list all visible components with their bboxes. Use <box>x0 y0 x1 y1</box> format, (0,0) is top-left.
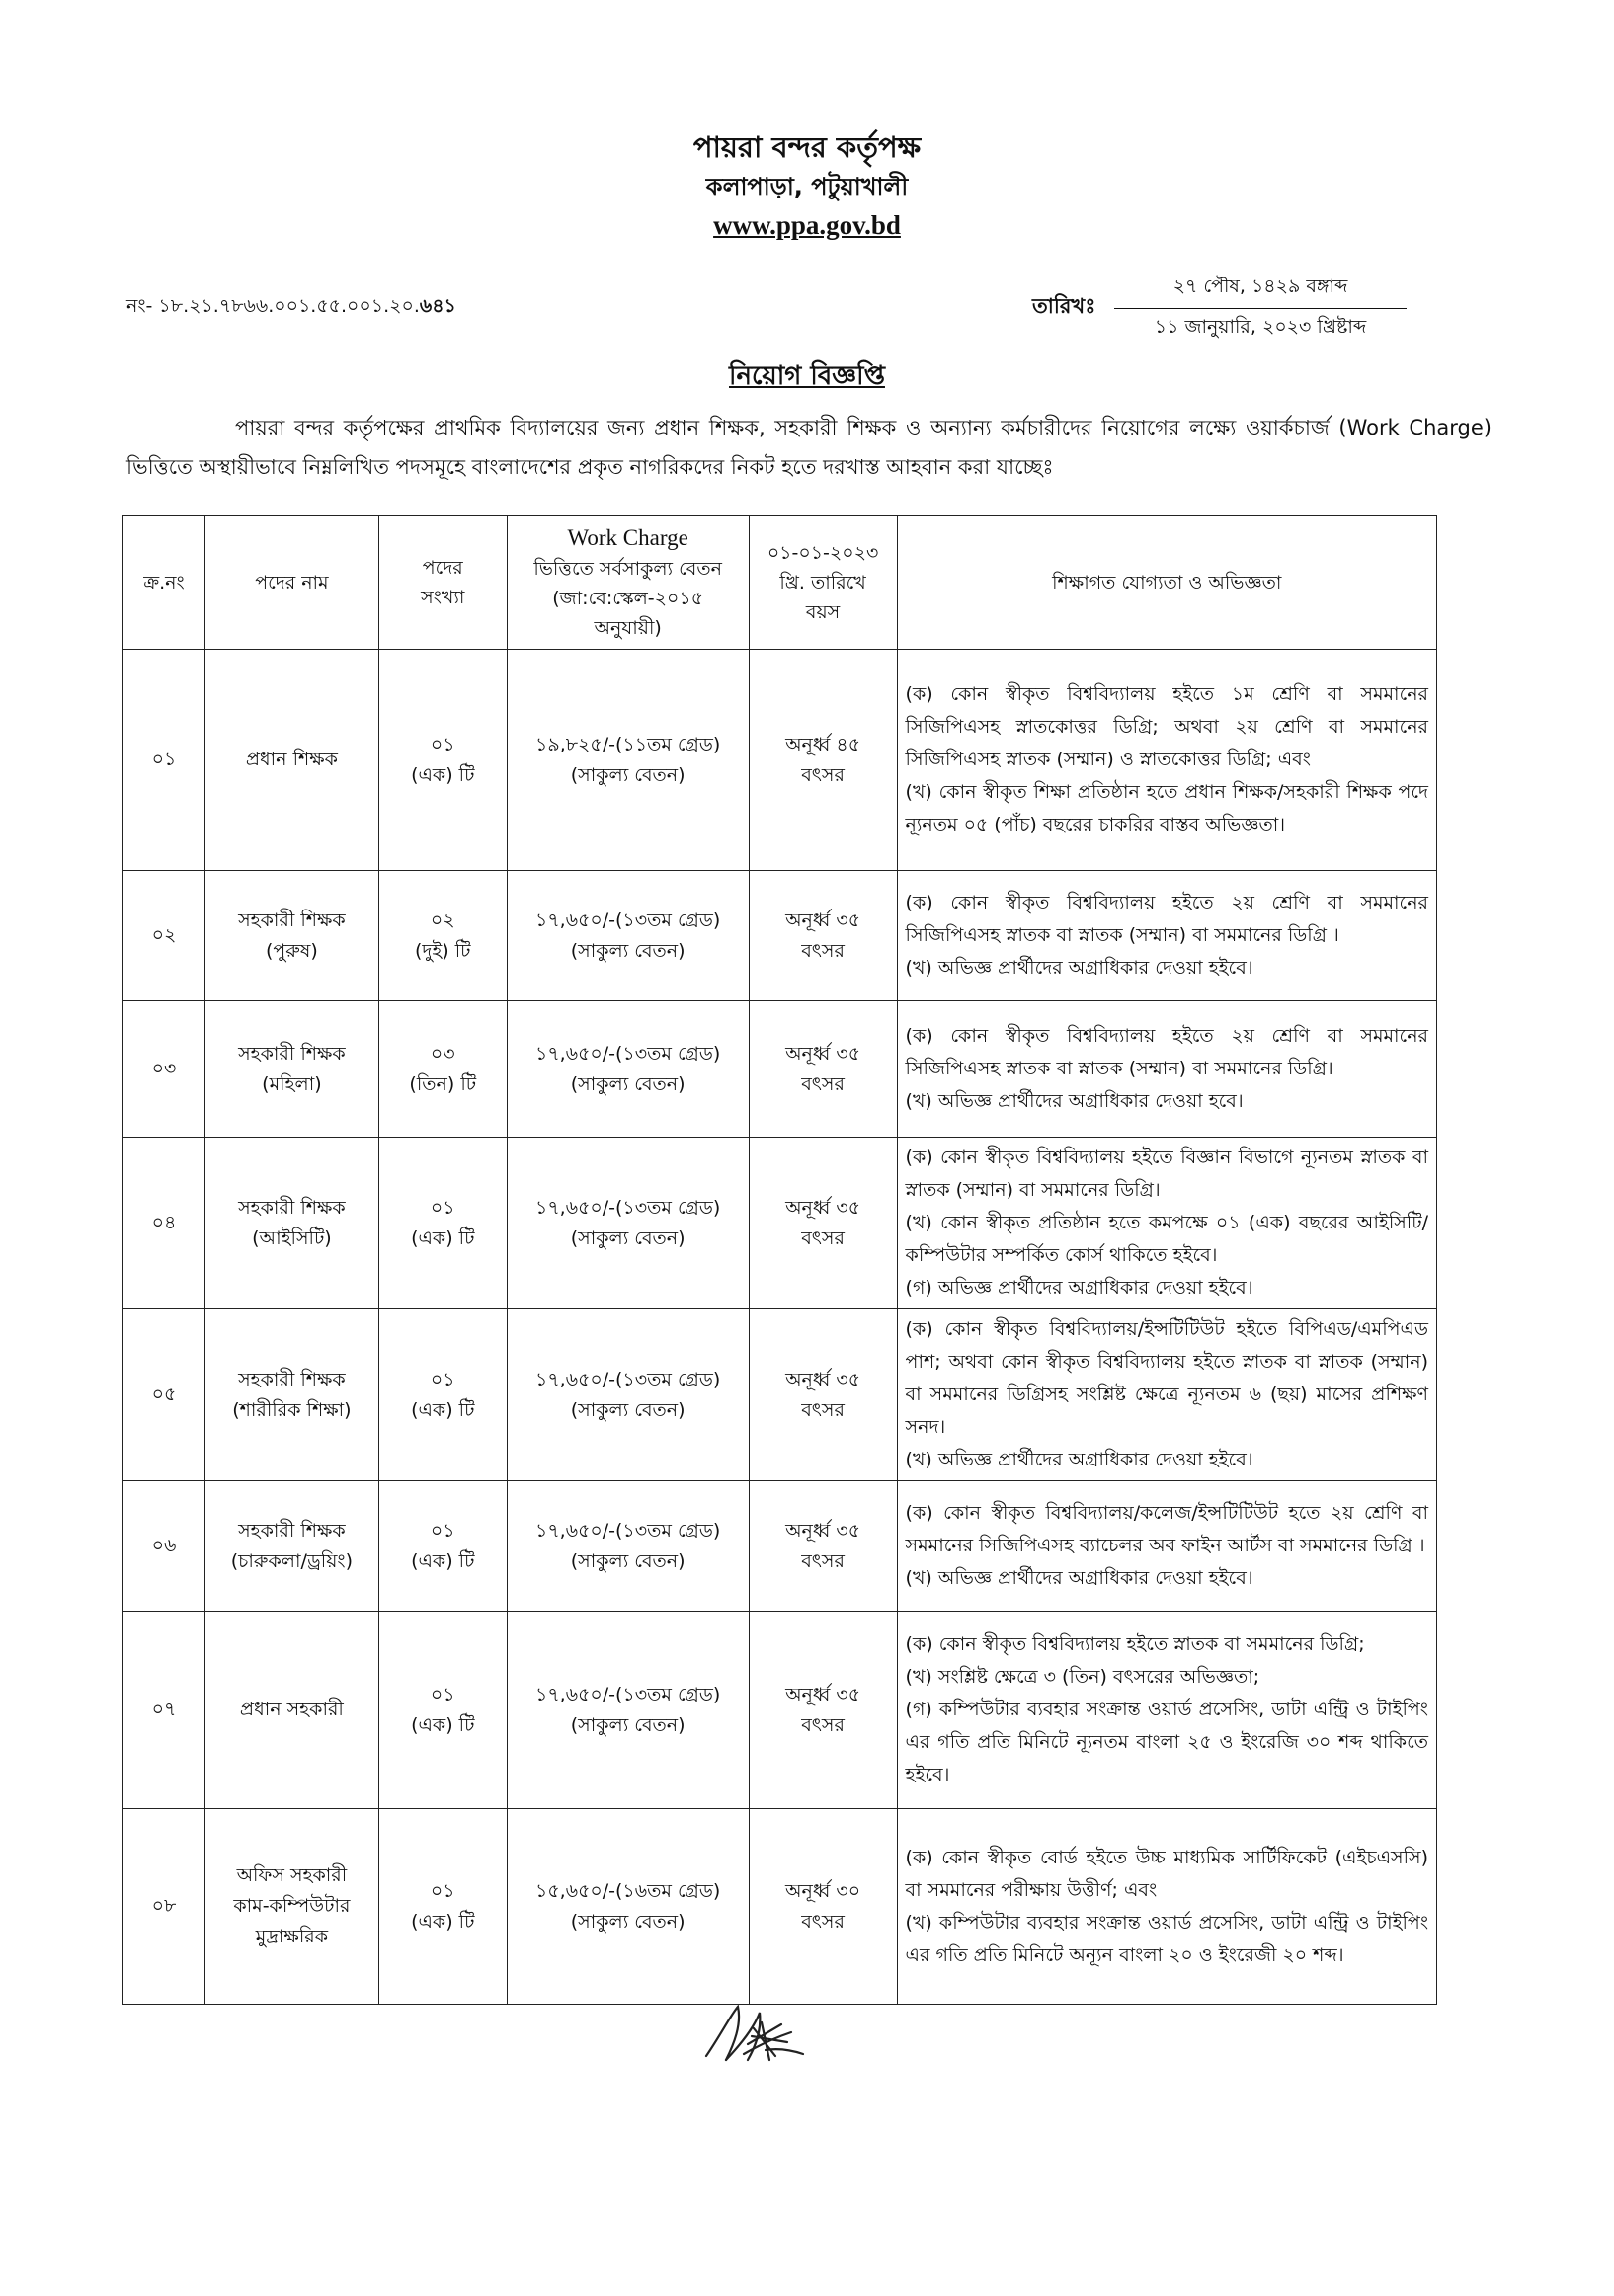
table-row <box>123 1481 1437 1612</box>
cell-qualification <box>897 1809 1436 2005</box>
header-salary: Work Charge ভিত্তিতে সর্বসাকুল্য বেতন (জা:বে:স্কেল-২০১৫ অনুযায়ী) <box>507 516 749 650</box>
cell-age: অনূর্ধ্ব ৩০ বৎসর <box>749 1809 897 2005</box>
notice-intro: পায়রা বন্দর কর্তৃপক্ষের প্রাথমিক বিদ্যালয়ের জন্য প্রধান শিক্ষক, সহকারী শিক্ষক ও অন্যান্য কর্মচারীদের নিয়োগের লক্ষ্যে ওয়ার্কচার্জ (Work Charge) ভিত্তিতে অস্থায়ীভাবে নিম্নলিখিত পদসমূহে বাংলাদেশের প্রকৃত নাগরিকদের নিকট হতে দরখাস্ত আহবান করা যাচ্ছেঃ <box>126 416 1492 479</box>
table-row <box>123 871 1437 1001</box>
qualification-item: (খ) অভিজ্ঞ প্রার্থীদের অগ্রাধিকার দেওয়া হইবে। <box>905 1449 1253 1470</box>
cell-salary: ১৭,৬৫০/-(১৩তম গ্রেড) (সাকুল্য বেতন) <box>507 871 749 1001</box>
cell-age: অনূর্ধ্ব ৩৫ বৎসর <box>749 1001 897 1138</box>
cell-age: অনূর্ধ্ব ৩৫ বৎসর <box>749 1481 897 1612</box>
cell-qualification <box>897 1001 1436 1138</box>
cell-post-count: ০১ (এক) টি <box>378 1481 507 1612</box>
qualification-item: (খ) কোন স্বীকৃত প্রতিষ্ঠান হতে কমপক্ষে ০১ (এক) বছরের আইসিটি/কম্পিউটার সম্পর্কিত কোর্স থাকিতে হইবে। <box>905 1212 1428 1266</box>
notice-title: নিয়োগ বিজ্ঞপ্তি <box>729 361 885 391</box>
cell-salary: ১৭,৬৫০/-(১৩তম গ্রেড) (সাকুল্য বেতন) <box>507 1612 749 1809</box>
cell-qualification <box>897 1481 1436 1612</box>
letterhead <box>0 126 1614 245</box>
table-row <box>123 1309 1437 1481</box>
cell-salary: ১৭,৬৫০/-(১৩তম গ্রেড) (সাকুল্য বেতন) <box>507 1001 749 1138</box>
cell-qualification <box>897 1612 1436 1809</box>
qualification-item: (গ) অভিজ্ঞ প্রার্থীদের অগ্রাধিকার দেওয়া হইবে। <box>905 1277 1253 1299</box>
cell-age: অনূর্ধ্ব ৪৫ বৎসর <box>749 650 897 871</box>
cell-serial: ০৬ <box>123 1481 205 1612</box>
cell-post-count: ০২ (দুই) টি <box>378 871 507 1001</box>
qualification-item: (ক) কোন স্বীকৃত বিশ্ববিদ্যালয় হইতে স্নাতক বা সমমানের ডিগ্রি; <box>905 1633 1365 1655</box>
qualification-item: (ক) কোন স্বীকৃত বোর্ড হইতে উচ্চ মাধ্যমিক সার্টিফিকেট (এইচএসসি) বা সমমানের পরীক্ষায় উত্তীর্ণ; এবং <box>905 1846 1428 1901</box>
memo-number-suffix: ৬৪১ <box>419 295 456 317</box>
cell-age: অনূর্ধ্ব ৩৫ বৎসর <box>749 1138 897 1309</box>
header-qualification: শিক্ষাগত যোগ্যতা ও অভিজ্ঞতা <box>897 516 1436 650</box>
cell-salary: ১৭,৬৫০/-(১৩তম গ্রেড) (সাকুল্য বেতন) <box>507 1309 749 1481</box>
cell-post-count: ০১ (এক) টি <box>378 1309 507 1481</box>
cell-post-count: ০১ (এক) টি <box>378 650 507 871</box>
table-row <box>123 1001 1437 1138</box>
handwritten-signature-icon <box>696 1995 815 2074</box>
cell-salary: ১৫,৬৫০/-(১৬তম গ্রেড) (সাকুল্য বেতন) <box>507 1809 749 2005</box>
qualification-item: (খ) অভিজ্ঞ প্রার্থীদের অগ্রাধিকার দেওয়া হইবে। <box>905 1567 1253 1589</box>
cell-post-name: সহকারী শিক্ষক (মহিলা) <box>204 1001 378 1138</box>
qualification-item: (ক) কোন স্বীকৃত বিশ্ববিদ্যালয় হইতে ১ম শ্রেণি বা সমমানের সিজিপিএসহ স্নাতকোত্তর ডিগ্রি; অথবা ২য় শ্রেণি বা সমমানের সিজিপিএসহ স্নাতক (সম্মান) ও স্নাতকোত্তর ডিগ্রি; এবং <box>905 683 1428 770</box>
date-bangla: ২৭ পৌষ, ১৪২৯ বঙ্গাব্দ <box>1114 273 1407 309</box>
qualification-item: (খ) কোন স্বীকৃত শিক্ষা প্রতিষ্ঠান হতে প্রধান শিক্ষক/সহকারী শিক্ষক পদে ন্যূনতম ০৫ (পাঁচ) বছরের চাকরির বাস্তব অভিজ্ঞতা। <box>905 781 1428 835</box>
cell-post-count: ০৩ (তিন) টি <box>378 1001 507 1138</box>
cell-qualification <box>897 871 1436 1001</box>
posts-table <box>122 515 1437 2005</box>
date-gregorian: ১১ জানুয়ারি, ২০২৩ খ্রিষ্টাব্দ <box>1154 316 1367 338</box>
cell-post-name: সহকারী শিক্ষক (চারুকলা/ড্রয়িং) <box>204 1481 378 1612</box>
memo-number-prefix: নং- ১৮.২১.৭৮৬৬.০০১.৫৫.০০১.২০. <box>126 295 420 317</box>
qualification-item: (ক) কোন স্বীকৃত বিশ্ববিদ্যালয় হইতে ২য় শ্রেণি বা সমমানের সিজিপিএসহ স্নাতক বা স্নাতক (সম্মান) বা সমমানের ডিগ্রি । <box>905 892 1428 946</box>
date-label: তারিখঃ <box>1032 294 1096 318</box>
header-serial: ক্র.নং <box>123 516 205 650</box>
cell-post-name: প্রধান শিক্ষক <box>204 650 378 871</box>
table-row <box>123 1809 1437 2005</box>
cell-qualification <box>897 1138 1436 1309</box>
cell-post-count: ০১ (এক) টি <box>378 1612 507 1809</box>
header-post-name: পদের নাম <box>204 516 378 650</box>
table-header-row <box>123 516 1437 650</box>
cell-post-name: সহকারী শিক্ষক (আইসিটি) <box>204 1138 378 1309</box>
organization-website-link[interactable]: www.ppa.gov.bd <box>713 210 901 240</box>
cell-serial: ০৭ <box>123 1612 205 1809</box>
header-post-count: পদের সংখ্যা <box>378 516 507 650</box>
cell-serial: ০১ <box>123 650 205 871</box>
cell-qualification <box>897 1309 1436 1481</box>
cell-post-name: প্রধান সহকারী <box>204 1612 378 1809</box>
cell-age: অনূর্ধ্ব ৩৫ বৎসর <box>749 1309 897 1481</box>
organization-location: কলাপাড়া, পটুয়াখালী <box>705 173 909 200</box>
cell-salary: ১৭,৬৫০/-(১৩তম গ্রেড) (সাকুল্য বেতন) <box>507 1481 749 1612</box>
qualification-item: (খ) কম্পিউটার ব্যবহার সংক্রান্ত ওয়ার্ড প্রসেসিং, ডাটা এন্ট্রি ও টাইপিং এর গতি প্রতি মিনিটে অন্যূন বাংলা ২০ ও ইংরেজী ২০ শব্দ। <box>905 1911 1428 1966</box>
cell-serial: ০৪ <box>123 1138 205 1309</box>
cell-serial: ০৩ <box>123 1001 205 1138</box>
header-age: ০১-০১-২০২৩ খ্রি. তারিখে বয়স <box>749 516 897 650</box>
qualification-item: (ক) কোন স্বীকৃত বিশ্ববিদ্যালয় হইতে বিজ্ঞান বিভাগে ন্যূনতম স্নাতক বা স্নাতক (সম্মান) বা সমমানের ডিগ্রি। <box>905 1147 1428 1201</box>
cell-salary: ১৯,৮২৫/-(১১তম গ্রেড) (সাকুল্য বেতন) <box>507 650 749 871</box>
cell-post-count: ০১ (এক) টি <box>378 1809 507 2005</box>
cell-post-name: সহকারী শিক্ষক (শারীরিক শিক্ষা) <box>204 1309 378 1481</box>
cell-age: অনূর্ধ্ব ৩৫ বৎসর <box>749 871 897 1001</box>
memo-number <box>126 292 456 324</box>
cell-qualification <box>897 650 1436 871</box>
table-row <box>123 1138 1437 1309</box>
cell-serial: ০৮ <box>123 1809 205 2005</box>
qualification-item: (খ) সংশ্লিষ্ট ক্ষেত্রে ৩ (তিন) বৎসরের অভিজ্ঞতা; <box>905 1666 1260 1688</box>
table-row <box>123 650 1437 871</box>
qualification-item: (ক) কোন স্বীকৃত বিশ্ববিদ্যালয় হইতে ২য় শ্রেণি বা সমমানের সিজিপিএসহ স্নাতক বা স্নাতক (সম্মান) বা সমমানের ডিগ্রি। <box>905 1025 1428 1079</box>
cell-salary: ১৭,৬৫০/-(১৩তম গ্রেড) (সাকুল্য বেতন) <box>507 1138 749 1309</box>
cell-post-name: সহকারী শিক্ষক (পুরুষ) <box>204 871 378 1001</box>
qualification-item: (খ) অভিজ্ঞ প্রার্থীদের অগ্রাধিকার দেওয়া হবে। <box>905 1090 1244 1112</box>
cell-post-count: ০১ (এক) টি <box>378 1138 507 1309</box>
cell-post-name: অফিস সহকারী কাম-কম্পিউটার মুদ্রাক্ষরিক <box>204 1809 378 2005</box>
qualification-item: (গ) কম্পিউটার ব্যবহার সংক্রান্ত ওয়ার্ড প্রসেসিং, ডাটা এন্ট্রি ও টাইপিং এর গতি প্রতি মিনিটে ন্যূনতম বাংলা ২৫ ও ইংরেজি ৩০ শব্দ থাকিতে হইবে। <box>905 1699 1428 1785</box>
qualification-item: (ক) কোন স্বীকৃত বিশ্ববিদ্যালয়/কলেজ/ইন্সটিটিউট হতে ২য় শ্রেণি বা সমমানের সিজিপিএসহ ব্যাচেলর অব ফাইন আর্টস বা সমমানের ডিগ্রি । <box>905 1502 1428 1556</box>
date-block <box>1114 273 1407 345</box>
cell-serial: ০৫ <box>123 1309 205 1481</box>
table-row <box>123 1612 1437 1809</box>
qualification-item: (ক) কোন স্বীকৃত বিশ্ববিদ্যালয়/ইন্সটিটিউট হইতে বিপিএড/এমপিএড পাশ; অথবা কোন স্বীকৃত বিশ্ববিদ্যালয় হইতে স্নাতক বা স্নাতক (সম্মান) বা সমমানের ডিগ্রিসহ সংশ্লিষ্ট ক্ষেত্রে ন্যূনতম ৬ (ছয়) মাসের প্রশিক্ষণ সনদ। <box>905 1318 1428 1438</box>
qualification-item: (খ) অভিজ্ঞ প্রার্থীদের অগ্রাধিকার দেওয়া হইবে। <box>905 957 1253 979</box>
cell-age: অনূর্ধ্ব ৩৫ বৎসর <box>749 1612 897 1809</box>
cell-serial: ০২ <box>123 871 205 1001</box>
organization-name: পায়রা বন্দর কর্তৃপক্ষ <box>692 130 922 164</box>
